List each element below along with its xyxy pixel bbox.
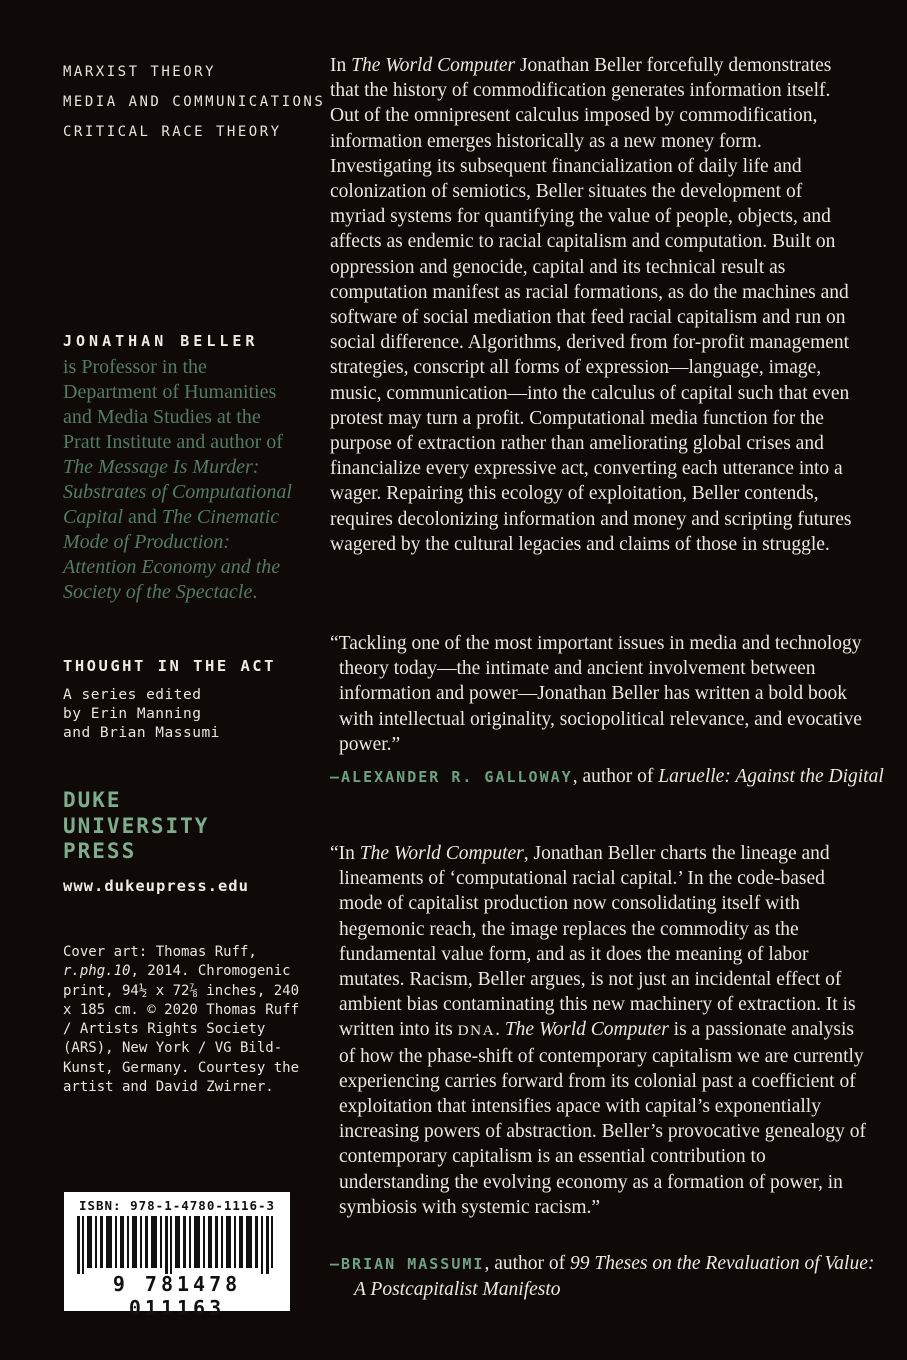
category-item: CRITICAL RACE THEORY [63,124,282,140]
series-editors-line: by Erin Manning [63,706,202,722]
blurb-1: “Tackling one of the most important issues in media and technology theory today—the intimate and ancient involvement between information and power—Jonathan Beller has written a bold book with intellectual originality, sociopolitical relevance, and evocative power.” [330,633,862,755]
author-bio: is Professor in the Department of Humanities and Media Studies at the Pratt Institute and author of The Message Is Murder: Substrates of Computational Capital and The Cinematic Mode of Production: Attention Economy and the Society of the Spectacle. [63,356,292,603]
series-title: THOUGHT IN THE ACT [63,657,276,675]
publisher-logo-line: UNIVERSITY [63,813,210,838]
barcode-digits: 9 781478 011163 [112,1272,242,1320]
series-editors-line: A series edited [63,687,202,703]
publisher-logo [63,788,209,865]
series-editors-line: and Brian Massumi [63,725,220,741]
blurb-2-attribution: —BRIAN MASSUMI, author of 99 Theses on the Revaluation of Value: A Postcapitalist Manifesto [330,1253,875,1301]
publisher-logo-line: DUKE [63,788,122,812]
category-item: MEDIA AND COMMUNICATIONS [63,94,326,110]
barcode-bars [77,1216,277,1274]
author-name-heading: JONATHAN BELLER [63,332,259,350]
blurb-1-attribution: —ALEXANDER R. GALLOWAY, author of Laruelle: Against the Digital [330,766,884,787]
isbn-label: ISBN: 978-1-4780-1116-3 [78,1198,276,1213]
category-list [63,57,325,147]
category-item: MARXIST THEORY [63,64,217,80]
cover-art-credit: Cover art: Thomas Ruff, r.phg.10, 2014. Chromogenic print, 94½ x 72⅞ inches, 240 x 185 cm. © 2020 Thomas Ruff / Artists Rights Society (ARS), New York / VG Bild-Kunst, Germany. Courtesy the artist and David Zwirner. [63,944,300,1096]
series-editors [63,686,220,743]
book-description: In The World Computer Jonathan Beller forcefully demonstrates that the history of commodification generates information itself. Out of the omnipresent calculus imposed by commodification, information emerges historically as a new money form. Investigating its subsequent financialization of daily life and colonization of semiotics, Beller situates the development of myriad systems for quantifying the value of people, objects, and affects as endemic to racial capitalism and computation. Built on oppression and genocide, capital and its technical result as computation manifest as racial formations, as do the machines and software of social mediation that feed racial capitalism and run on social difference. Algorithms, derived from for-profit management strategies, conscript all forms of expression—language, image, music, communication—into the calculus of capital such that even protest may turn a profit. Computational media function for the purpose of extraction rather than ameliorating global crises and financialize every expressive act, converting each utterance into a wager. Repairing this ecology of exploitation, Beller contends, requires decolonizing information and money and scripting futures wagered by the cultural legacies and claims of those in struggle. [330,55,852,555]
publisher-url: www.dukeupress.edu [63,877,249,895]
barcode [64,1192,290,1320]
publisher-logo-line: PRESS [63,839,137,863]
blurb-2: “In The World Computer, Jonathan Beller charts the lineage and lineaments of ‘computational racial capital.’ In the code-based mode of capitalist production now consolidating itself with hegemonic reach, the image replaces the commodity as the fundamental value form, and as it does the meaning of labor mutates. Racism, Beller argues, is not just an incidental effect of ambient bias contaminating this new machinery of extraction. It is written into its DNA. The World Computer is a passionate analysis of how the phase-shift of contemporary capitalism we are currently experiencing carries forward from its colonial past a coefficient of exploitation that intensifies apace with capital’s exponentially increasing powers of abstraction. Beller’s provocative genealogy of contemporary capitalism is an essential contribution to understanding the evolving economy as a formation of power, in symbiosis with systemic racism.” [330,843,867,1218]
